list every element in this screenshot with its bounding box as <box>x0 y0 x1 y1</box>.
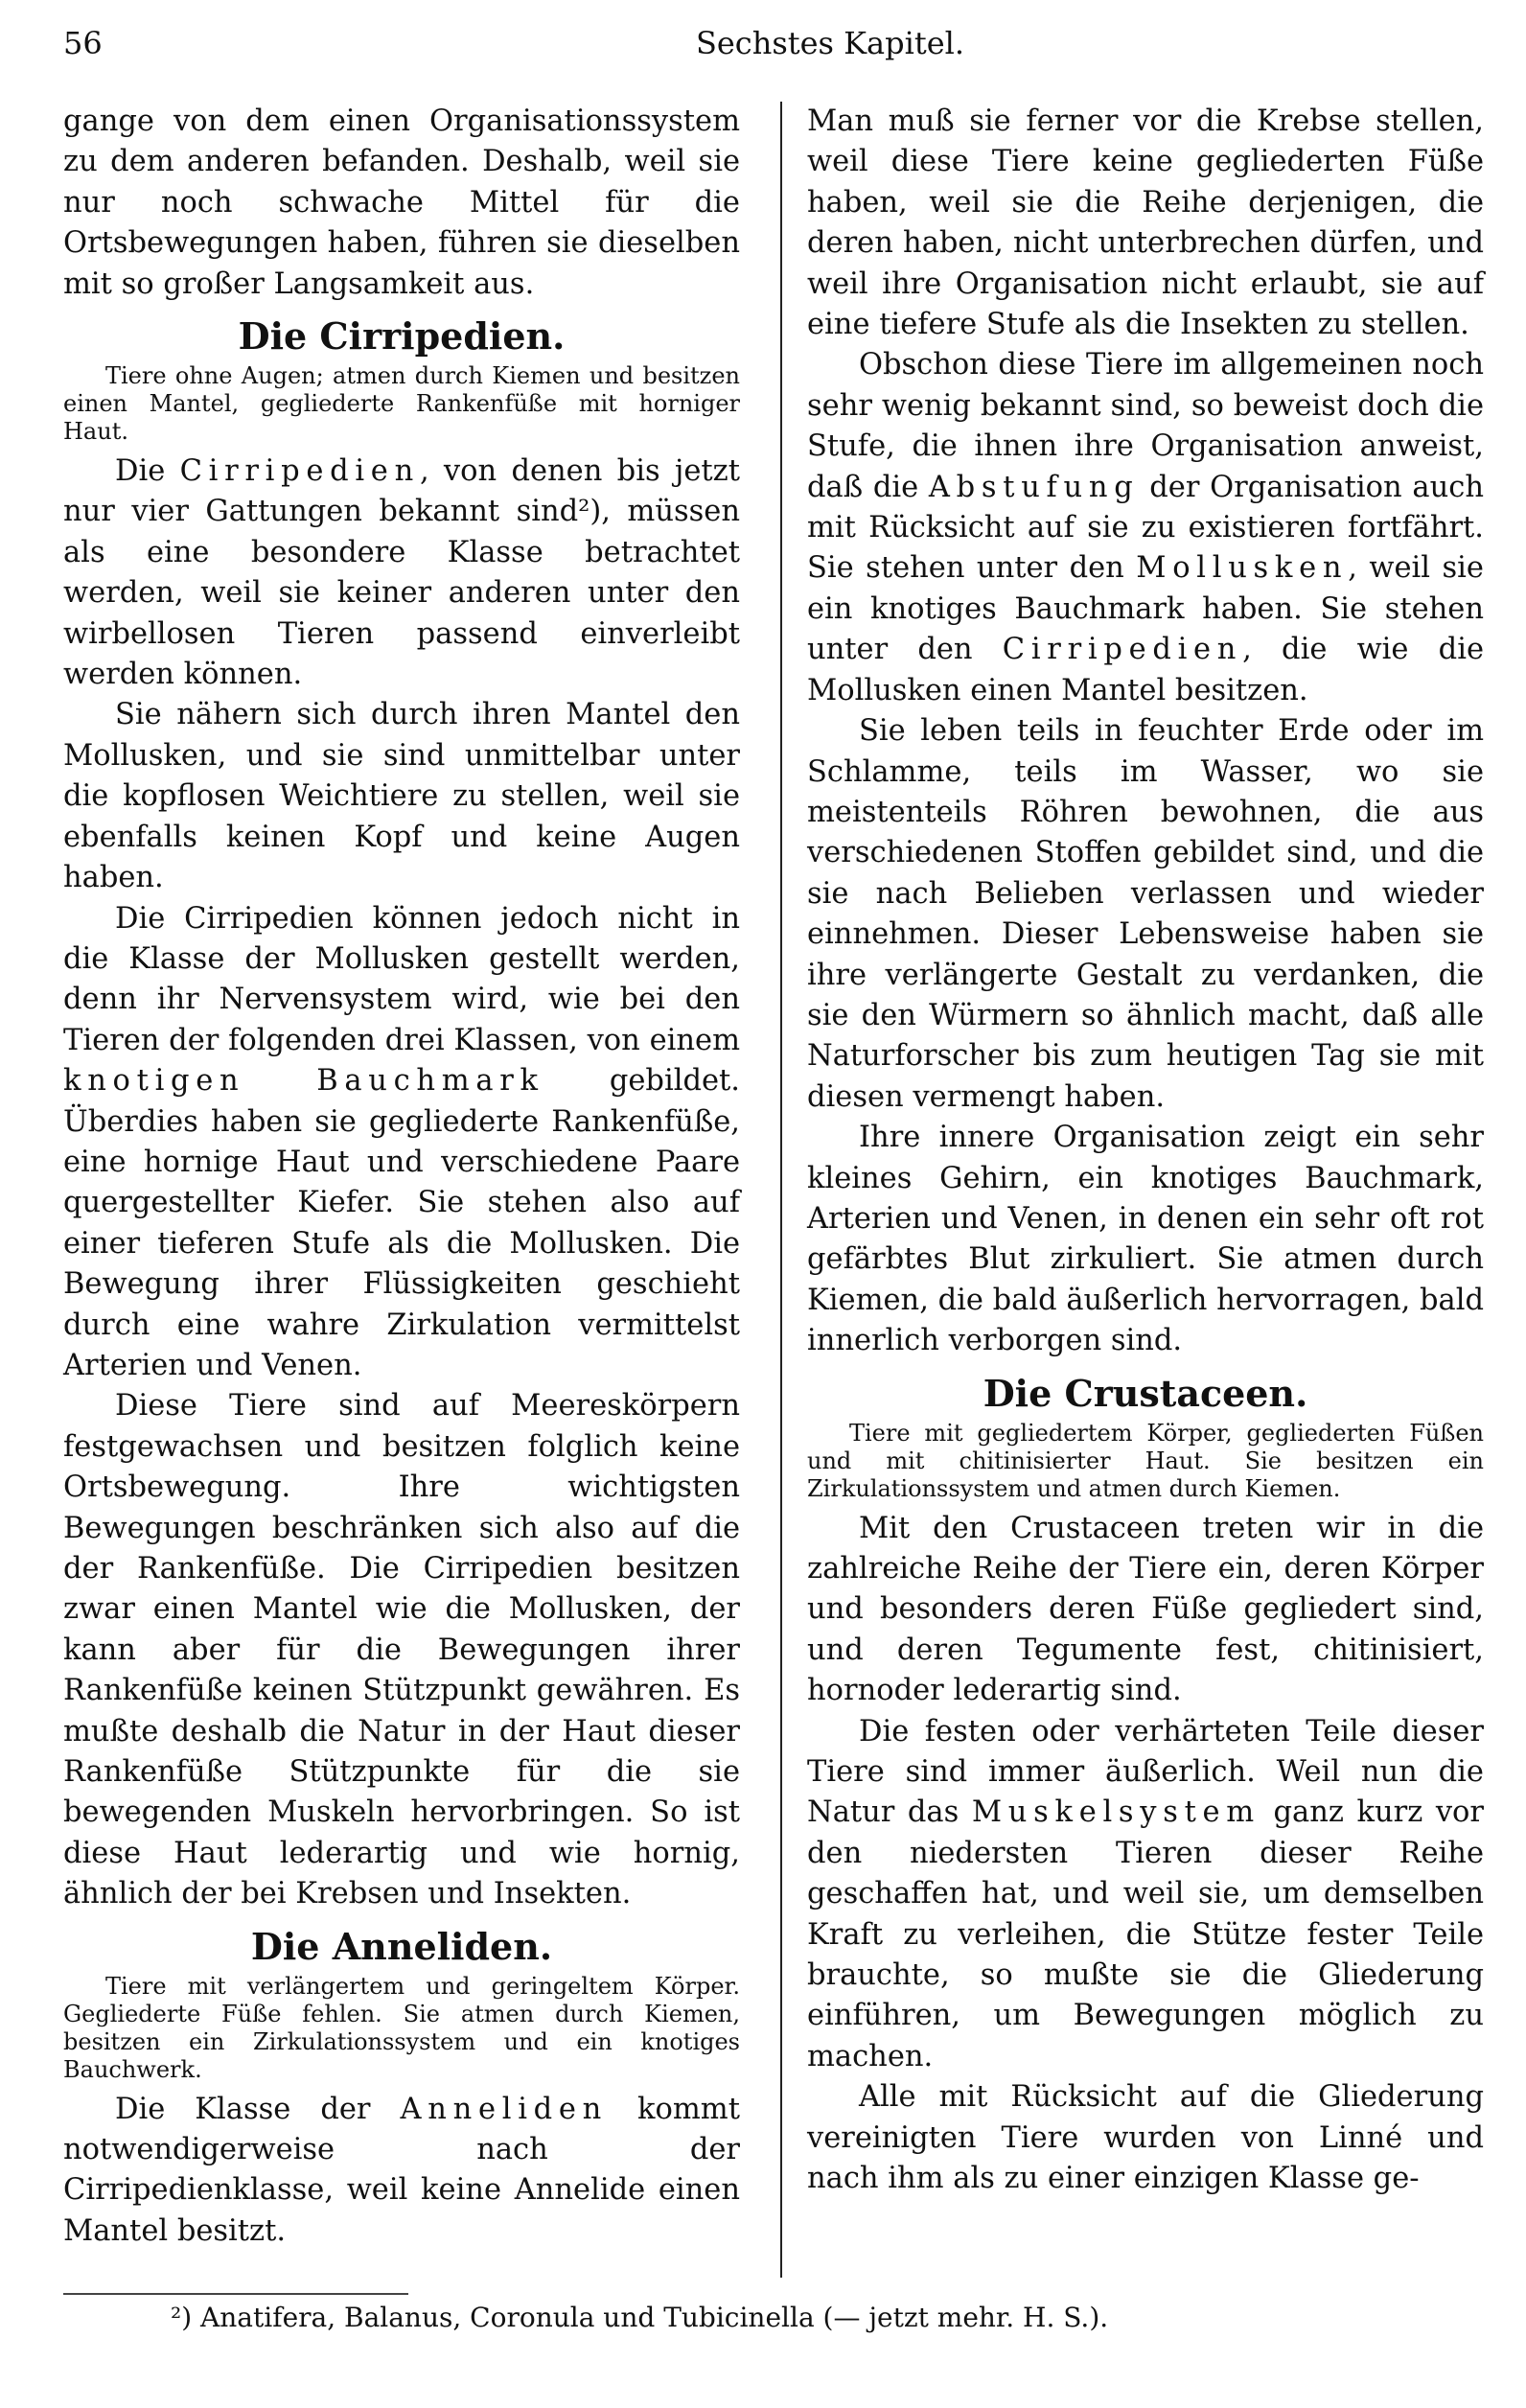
paragraph: gange von dem einen Organisationssystem zu dem anderen befanden. Deshalb, weil sie nur noch schwache Mittel für die Ortsbewegungen haben, führen sie dieselben mit so großer Langsamkeit aus. <box>63 104 740 301</box>
text-run: , weil sie ein knotiges Bauchmark haben. Sie stehen unter den <box>807 551 1484 667</box>
text-run: gebildet. Überdies haben sie gegliederte Rankenfüße, eine hornige Haut und verschiedene Paare quergestellter Kiefer. Sie stehen also auf einer tieferen Stufe als die Mollusken. Die Bewegung ihrer Flüssigkeiten geschieht durch eine wahre Zirkulation vermittelst Arterien und Venen. <box>63 1064 740 1382</box>
section-summary: Tiere mit gegliedertem Körper, gegliederten Füßen und mit chitinisierter Haut. Sie besitzen ein Zirkulationssystem und atmen durch Kiemen. <box>807 1419 1484 1502</box>
text-run: ganz kurz vor den niedersten Tieren dieser Reihe geschaffen hat, und weil sie, um demselben Kraft zu verleihen, die Stütze fester Teile brauchte, so mußte sie die Gliederung einführen, um Bewegungen möglich zu machen. <box>807 1795 1484 2073</box>
paragraph <box>63 899 740 1387</box>
paragraph: Ihre innere Organisation zeigt ein sehr kleines Gehirn, ein knotiges Bauchmark, Arterien und Venen, in denen ein sehr oft rot gefärbtes Blut zirkuliert. Sie atmen durch Kiemen, die bald äußerlich hervorragen, bald innerlich verborgen sind. <box>807 1121 1484 1358</box>
right-column <box>807 102 1484 2200</box>
text-run: Die Klasse der <box>115 2092 371 2126</box>
spaced-term: Muskelsystem <box>971 1795 1260 1830</box>
paragraph: Alle mit Rücksicht auf die Gliederung vereinigten Tiere wurden von Linné und nach ihm als zu einer einzigen Klasse ge- <box>807 2080 1484 2196</box>
paragraph: Diese Tiere sind auf Meereskörpern festgewachsen und besitzen folglich keine Ortsbewegung. Ihre wichtigsten Bewegungen beschränken sich also auf die der Rankenfüße. Die Cirripedien besitzen zwar einen Mantel wie die Mollusken, der kann aber für die Bewegungen ihrer Rankenfüße keinen Stützpunkt gewähren. Es mußte deshalb die Natur in der Haut dieser Rankenfüße Stützpunkte für die sie bewegenden Muskeln hervorbringen. So ist diese Haut lederartig und wie hornig, ähnlich der bei Krebsen und Insekten. <box>63 1389 740 1911</box>
text-run: kommt notwendigerweise nach der Cirripedienklasse, weil keine Annelide einen Mantel besitzt. <box>63 2092 740 2248</box>
text-run: Die <box>115 454 166 489</box>
text-run: , die wie die Mollusken einen Mantel besitzen. <box>807 633 1485 707</box>
paragraph <box>807 345 1484 711</box>
section-summary: Tiere mit verlängertem und geringeltem Körper. Gegliederte Füße fehlen. Sie atmen durch Kiemen, besitzen ein Zirkulationssystem und ein knotiges Bauchwerk. <box>63 1972 740 2083</box>
text-run: Die festen oder verhärteten Teile dieser Tiere sind immer äußerlich. Weil nun die Natur das <box>807 1714 1484 1830</box>
section-heading-cirripedien: Die Cirripedien. <box>238 314 566 359</box>
text-run: Obschon diese Tiere im allgemeinen noch sehr wenig bekannt sind, so beweist doch die Stufe, die ihnen ihre Organisation anweist, daß die <box>807 348 1484 504</box>
section-heading-anneliden: Die Anneliden. <box>250 1924 553 1968</box>
spaced-term: Anneliden <box>400 2092 609 2126</box>
page-header <box>63 25 1482 73</box>
left-column <box>63 102 740 2252</box>
paragraph: Mit den Crustaceen treten wir in die zahlreiche Reihe der Tiere ein, deren Körper und besonders deren Füße gegliedert sind, und deren Tegumente fest, chitinisiert, hornoder lederartig sind. <box>807 1511 1484 1708</box>
paragraph: Sie nähern sich durch ihren Mantel den Mollusken, und sie sind unmittelbar unter die kopflosen Weichtiere zu stellen, weil sie ebenfalls keinen Kopf und keine Augen haben. <box>63 698 740 895</box>
spaced-term: Mollusken <box>1136 551 1349 586</box>
text-run: , von denen bis jetzt nur vier Gattungen bekannt sind²), müssen als eine besondere Klasse betrachtet werden, weil sie keiner anderen unter den wirbellosen Tieren passend einverleibt werden können. <box>63 454 740 692</box>
column-divider <box>780 102 782 2278</box>
running-title: Sechstes Kapitel. <box>695 25 965 61</box>
spaced-term: Cirripedien <box>179 454 420 489</box>
footnote: ²) Anatifera, Balanus, Coronula und Tubicinella (— jetzt mehr. H. S.). <box>171 2302 1109 2333</box>
paragraph: Sie leben teils in feuchter Erde oder im Schlamme, teils im Wasser, wo sie meistenteils Röhren bewohnen, die aus verschiedenen Stoffen gebildet sind, und die sie nach Belieben verlassen und wieder einnehmen. Dieser Lebensweise haben sie ihre verlängerte Gestalt zu verdanken, die sie den Würmern so ähnlich macht, daß alle Naturforscher bis zum heutigen Tag sie mit diesen vermengt haben. <box>807 714 1484 1114</box>
page-number: 56 <box>63 25 103 61</box>
section-heading-crustaceen: Die Crustaceen. <box>983 1371 1308 1415</box>
text-run: Die Cirripedien können jedoch nicht in die Klasse der Mollusken gestellt werden, denn ihr Nervensystem wird, wie bei den Tieren der folgenden drei Klassen, von einem <box>63 901 740 1057</box>
paragraph <box>807 1712 1484 2078</box>
paragraph: Man muß sie ferner vor die Krebse stellen, weil diese Tiere keine gegliederten Füße haben, weil sie die Reihe derjenigen, die deren haben, nicht unterbrechen dürfen, und weil ihre Organisation nicht erlaubt, sie auf eine tiefere Stufe als die Insekten zu stellen. <box>807 104 1484 342</box>
footnote-rule <box>63 2293 408 2295</box>
spaced-term: Cirripedien <box>1002 633 1243 667</box>
spaced-term: Abstufung <box>928 470 1140 504</box>
section-summary: Tiere ohne Augen; atmen durch Kiemen und besitzen einen Mantel, gegliederte Rankenfüße mit horniger Haut. <box>63 362 740 446</box>
paragraph <box>63 2090 740 2253</box>
paragraph <box>63 452 740 695</box>
text-run: der Organisation auch mit Rücksicht auf sie zu existieren fortfährt. Sie stehen unter den <box>807 470 1484 586</box>
spaced-term: knotigen Bauchmark <box>63 1064 544 1099</box>
